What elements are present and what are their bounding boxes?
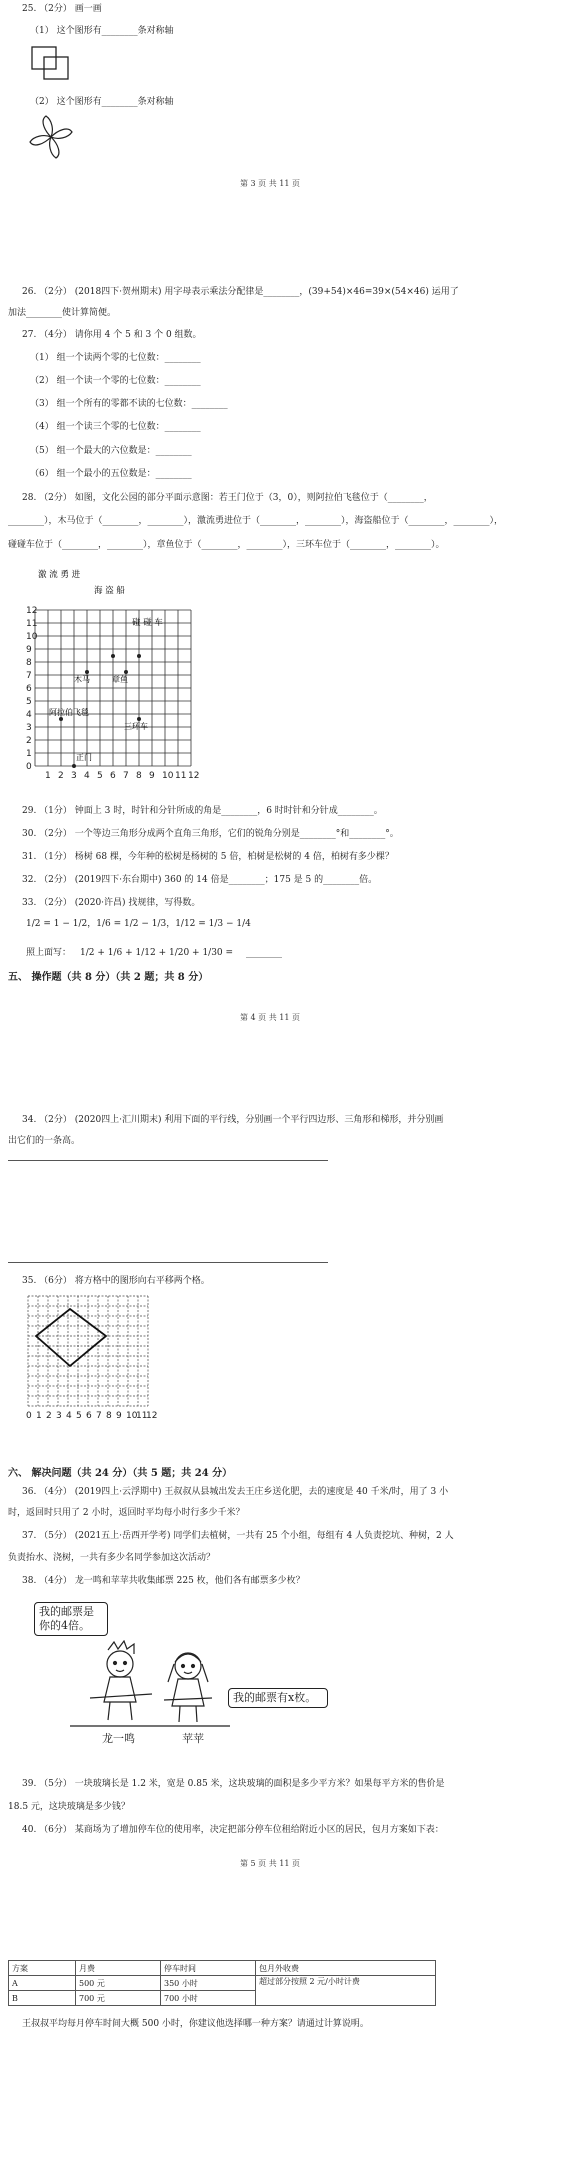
x-tick-label: 8 <box>106 1411 112 1421</box>
speech-bubble-right: 我的邮票有x枚。 <box>228 1688 328 1708</box>
q33-eq1: 1/2 = 1 − 1/2，1/6 = 1/2 − 1/3，1/12 = 1/3 − 1/4 <box>26 919 251 929</box>
q27-item: （4） 组一个读三个零的七位数：________ <box>30 422 201 432</box>
y-tick-label: 2 <box>26 736 32 746</box>
q40-after: 王叔叔平均每月停车时间大概 500 小时，你建议他选择哪一种方案？请通过计算说明。 <box>22 2019 369 2029</box>
q30: 30. （2分） 一个等边三角形分成两个直角三角形，它们的锐角分别是________°和________°。 <box>22 829 399 839</box>
page-number-5: 第 5 页 共 11 页 <box>240 1859 300 1868</box>
y-tick-label: 10 <box>26 632 38 642</box>
x-tick-label: 3 <box>71 771 77 781</box>
table-header: 停车时间 <box>161 1961 256 1976</box>
x-tick-label: 1 <box>36 1411 42 1421</box>
label-pengpeng: 碰 碰 车 <box>132 618 163 628</box>
q28-line1: 28. （2分） 如图，文化公园的部分平面示意图：若王门位于（3，0），则阿拉伯飞毯位于（________， <box>22 493 433 503</box>
q32: 32. （2分） (2019四下·东台期中) 360 的 14 倍是________；175 是 5 的________倍。 <box>22 875 378 885</box>
table-cell: 500 元 <box>76 1976 161 1991</box>
table-cell: 700 小时 <box>161 1991 256 2006</box>
four-petal-figure <box>28 114 74 160</box>
point-alabo <box>59 717 63 721</box>
q39-line2: 18.5 元，这块玻璃是多少钱？ <box>8 1802 130 1812</box>
y-tick-label: 0 <box>26 762 32 772</box>
name-right: 苹苹 <box>182 1732 204 1745</box>
q40-line1: 40. （6分） 某商场为了增加停车位的使用率，决定把部分停车位租给附近小区的居民，包月方案如下表： <box>22 1825 444 1835</box>
x-tick-label: 2 <box>58 771 64 781</box>
q37-line2: 负责抬水、浇树，一共有多少名同学参加这次活动？ <box>8 1553 216 1563</box>
x-tick-label: 10 <box>162 771 174 781</box>
name-left: 龙一鸣 <box>102 1732 135 1745</box>
label-wangmen: 正门 <box>76 753 92 762</box>
table-cell: 700 元 <box>76 1991 161 2006</box>
x-tick-label: 6 <box>110 771 116 781</box>
y-tick-label: 6 <box>26 684 32 694</box>
x-tick-label: 10 <box>126 1411 138 1421</box>
q33-blank: ________ <box>246 948 282 958</box>
x-tick-label: 9 <box>116 1411 122 1421</box>
q33-eq2: 1/2 + 1/6 + 1/12 + 1/20 + 1/30 = <box>80 948 234 958</box>
label-zhangyu: 章鱼 <box>112 675 128 684</box>
x-tick-label: 11 <box>136 1411 148 1421</box>
q27-item: （5） 组一个最大的六位数是：________ <box>30 446 192 456</box>
parallel-line-bottom <box>8 1262 328 1263</box>
x-tick-label: 12 <box>146 1411 158 1421</box>
parallel-line-top <box>8 1160 328 1161</box>
point-pengpeng <box>137 654 141 658</box>
table-cell: 350 小时 <box>161 1976 256 1991</box>
x-tick-label: 8 <box>136 771 142 781</box>
y-tick-label: 4 <box>26 710 32 720</box>
q27-title: 27. （4分） 请你用 4 个 5 和 3 个 0 组数。 <box>22 330 202 340</box>
overlapping-squares-figure <box>30 45 80 85</box>
x-tick-label: 6 <box>86 1411 92 1421</box>
y-tick-label: 9 <box>26 645 32 655</box>
q25-part2: （2） 这个图形有________条对称轴 <box>30 97 174 107</box>
q25-title: 25. （2分） 画一画 <box>22 4 102 14</box>
section-5-heading: 五、 操作题（共 8 分）（共 2 题；共 8 分） <box>8 972 209 983</box>
q34-line1: 34. （2分） (2020四上·汇川期末) 利用下面的平行线，分别画一个平行四边形、三角形和梯形，并分别画 <box>22 1115 444 1125</box>
x-tick-label: 1 <box>45 771 51 781</box>
q35-title: 35. （6分） 将方格中的图形向右平移两个格。 <box>22 1276 210 1286</box>
q25-part1: （1） 这个图形有________条对称轴 <box>30 26 174 36</box>
q28-line2: ________），木马位于（________，________），激流勇进位于（________，________），海盗船位于（________，________）， <box>8 516 504 526</box>
point-muma <box>85 670 89 674</box>
q27-item: （3） 组一个所有的零都不读的七位数：________ <box>30 399 228 409</box>
park-coordinate-grid <box>26 560 266 800</box>
y-tick-label: 8 <box>26 658 32 668</box>
q36-line2: 时，返回时只用了 2 小时，返回时平均每小时行多少千米？ <box>8 1508 245 1518</box>
y-tick-label: 3 <box>26 723 32 733</box>
label-muma: 木马 <box>74 675 90 684</box>
speech-bubble-left: 我的邮票是你的4倍。 <box>34 1602 108 1636</box>
table-row <box>9 1976 436 1991</box>
q27-item: （2） 组一个读一个零的七位数：________ <box>30 376 201 386</box>
q31: 31. （1分） 杨树 68 棵，今年种的松树是杨树的 5 倍，柏树是松树的 4 倍，柏树有多少棵？ <box>22 852 394 862</box>
x-tick-label: 0 <box>26 1411 32 1421</box>
q27-item: （6） 组一个最小的五位数是：________ <box>30 469 192 479</box>
q39-line1: 39. （5分） 一块玻璃长是 1.2 米，宽是 0.85 米，这块玻璃的面积是多少平方米？如果每平方米的售价是 <box>22 1779 445 1789</box>
table-cell: A <box>9 1976 76 1991</box>
q36-line1: 36. （4分） (2019四上·云浮期中) 王叔叔从县城出发去王庄乡送化肥，去的速度是 40 千米/时，用了 3 小 <box>22 1487 449 1497</box>
section-6-heading: 六、 解决问题（共 24 分）（共 5 题；共 24 分） <box>8 1468 233 1479</box>
label-jiliu: 激 流 勇 进 <box>38 570 81 580</box>
y-tick-label: 7 <box>26 671 32 681</box>
page-number-4: 第 4 页 共 11 页 <box>240 1013 300 1022</box>
x-tick-label: 4 <box>66 1411 72 1421</box>
q37-line1: 37. （5分） (2021五上·岳西开学考) 同学们去植树，一共有 25 个小组，每组有 4 人负责挖坑、种树，2 人 <box>22 1531 454 1541</box>
diamond-shape <box>36 1309 106 1366</box>
x-tick-label: 2 <box>46 1411 52 1421</box>
x-tick-label: 3 <box>56 1411 62 1421</box>
label-haidao: 海 盗 船 <box>94 586 125 596</box>
table-header: 月费 <box>76 1961 161 1976</box>
label-sanhuan: 三环车 <box>124 722 148 731</box>
two-children-illustration <box>60 1640 240 1740</box>
q33-title: 33. （2分） (2020·许昌) 找规律，写得数。 <box>22 898 201 908</box>
x-tick-label: 4 <box>84 771 90 781</box>
parking-plan-table <box>8 1960 436 2006</box>
q26-line1: 26. （2分） (2018四下·贺州期末) 用字母表示乘法分配律是________，(39+54)×46=39×(54×46) 运用了 <box>22 287 459 297</box>
point-sanhuan <box>137 717 141 721</box>
y-tick-label: 1 <box>26 749 32 759</box>
x-tick-label: 5 <box>76 1411 82 1421</box>
q29: 29. （1分） 钟面上 3 时，时针和分针所成的角是________，6 时时针和分针成________。 <box>22 806 383 816</box>
table-cell: B <box>9 1991 76 2006</box>
table-cell: 超过部分按照 2 元/小时计费 <box>256 1976 436 2006</box>
x-tick-label: 12 <box>188 771 200 781</box>
point-haidao <box>111 654 115 658</box>
q38-title: 38. （4分） 龙一鸣和苹苹共收集邮票 225 枚，他们各有邮票多少枚？ <box>22 1576 305 1586</box>
y-tick-label: 11 <box>26 619 38 629</box>
y-tick-label: 5 <box>26 697 32 707</box>
point-wangmen <box>72 764 76 768</box>
x-tick-label: 7 <box>123 771 129 781</box>
x-tick-label: 7 <box>96 1411 102 1421</box>
x-tick-label: 9 <box>149 771 155 781</box>
q26-line2: 加法________使计算简便。 <box>8 308 117 318</box>
label-alabo: 阿拉伯飞毯 <box>49 708 89 717</box>
table-header: 方案 <box>9 1961 76 1976</box>
translation-grid <box>26 1294 266 1444</box>
page-number-3: 第 3 页 共 11 页 <box>240 179 300 188</box>
q28-line3: 碰碰车位于（________，________），章鱼位于（________，________），三环车位于（________，________）。 <box>8 540 445 550</box>
q27-item: （1） 组一个读两个零的七位数：________ <box>30 353 201 363</box>
q34-line2: 出它们的一条高。 <box>8 1136 81 1146</box>
q33-eq2-prefix: 照上面写： <box>26 948 72 958</box>
table-header-row <box>9 1961 436 1976</box>
point-zhangyu <box>124 670 128 674</box>
y-tick-label: 12 <box>26 606 38 616</box>
table-header: 包月外收费 <box>256 1961 436 1976</box>
x-tick-label: 5 <box>97 771 103 781</box>
x-tick-label: 11 <box>175 771 187 781</box>
